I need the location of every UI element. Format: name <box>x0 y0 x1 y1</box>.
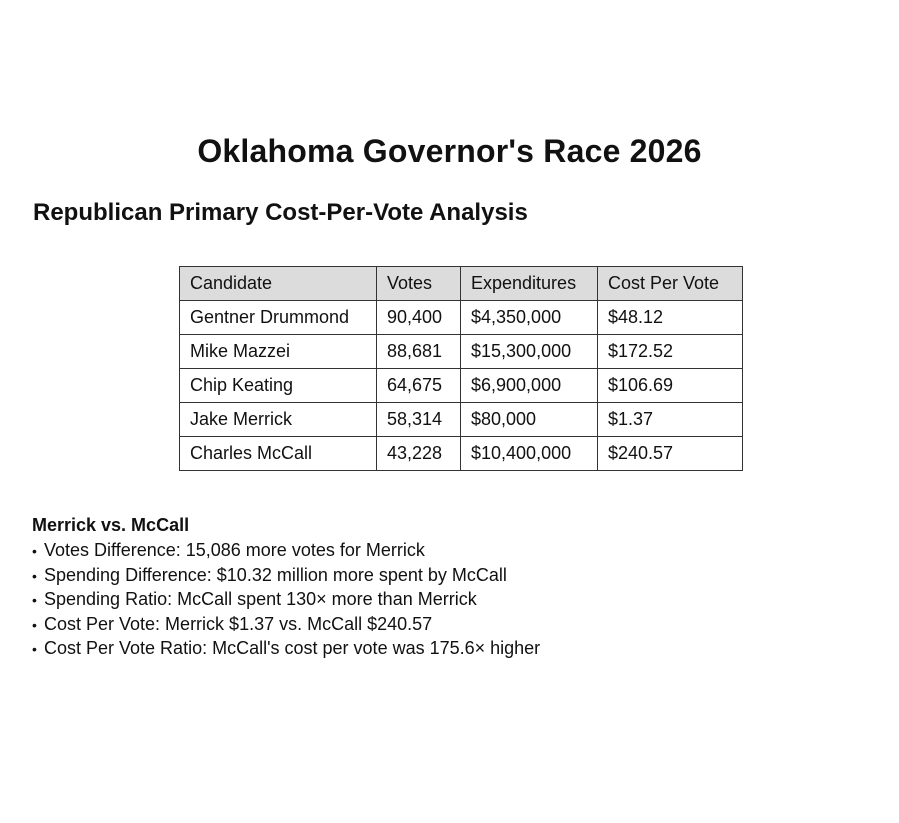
bullet-icon: • <box>32 616 37 633</box>
comparison-section <box>32 515 872 662</box>
list-item <box>32 588 872 613</box>
comparison-list <box>32 539 872 662</box>
cell-candidate: Mike Mazzei <box>180 335 377 369</box>
list-item-text: Spending Difference: $10.32 million more spent by McCall <box>44 564 507 585</box>
cell-candidate: Gentner Drummond <box>180 301 377 335</box>
cell-expenditures: $80,000 <box>461 403 598 437</box>
cell-cost-per-vote: $48.12 <box>598 301 743 335</box>
cell-votes: 58,314 <box>377 403 461 437</box>
cell-cost-per-vote: $172.52 <box>598 335 743 369</box>
cell-cost-per-vote: $240.57 <box>598 437 743 471</box>
cell-expenditures: $6,900,000 <box>461 369 598 403</box>
cell-candidate: Chip Keating <box>180 369 377 403</box>
list-item-text: Cost Per Vote: Merrick $1.37 vs. McCall $240.57 <box>44 613 433 634</box>
cell-expenditures: $4,350,000 <box>461 301 598 335</box>
cell-cost-per-vote: $106.69 <box>598 369 743 403</box>
list-item <box>32 539 872 564</box>
cell-votes: 64,675 <box>377 369 461 403</box>
cost-per-vote-table <box>179 266 743 471</box>
table-row <box>180 403 743 437</box>
table-header-row <box>180 267 743 301</box>
cell-candidate: Charles McCall <box>180 437 377 471</box>
bullet-icon: • <box>32 567 37 584</box>
cell-votes: 88,681 <box>377 335 461 369</box>
header-candidate: Candidate <box>180 267 377 301</box>
table-row <box>180 335 743 369</box>
bullet-icon: • <box>32 641 37 657</box>
cell-expenditures: $15,300,000 <box>461 335 598 369</box>
list-item <box>32 613 872 638</box>
header-cost-per-vote: Cost Per Vote <box>598 267 743 301</box>
page-title: Oklahoma Governor's Race 2026 <box>197 133 702 169</box>
table-row <box>180 301 743 335</box>
cell-votes: 43,228 <box>377 437 461 471</box>
bullet-icon: • <box>32 543 37 559</box>
header-votes: Votes <box>377 267 461 301</box>
table-row <box>180 369 743 403</box>
page-subtitle: Republican Primary Cost-Per-Vote Analysis <box>33 199 528 226</box>
cell-expenditures: $10,400,000 <box>461 437 598 471</box>
list-item <box>32 564 872 589</box>
cell-votes: 90,400 <box>377 301 461 335</box>
comparison-heading: Merrick vs. McCall <box>32 515 190 535</box>
table-row <box>180 437 743 471</box>
cell-candidate: Jake Merrick <box>180 403 377 437</box>
list-item-text: Spending Ratio: McCall spent 130× more than Merrick <box>44 589 477 609</box>
cell-cost-per-vote: $1.37 <box>598 403 743 437</box>
list-item <box>32 637 872 662</box>
list-item-text: Cost Per Vote Ratio: McCall's cost per vote was 175.6× higher <box>44 638 541 658</box>
header-expenditures: Expenditures <box>461 267 598 301</box>
bullet-icon: • <box>32 592 37 608</box>
list-item-text: Votes Difference: 15,086 more votes for Merrick <box>44 540 425 560</box>
